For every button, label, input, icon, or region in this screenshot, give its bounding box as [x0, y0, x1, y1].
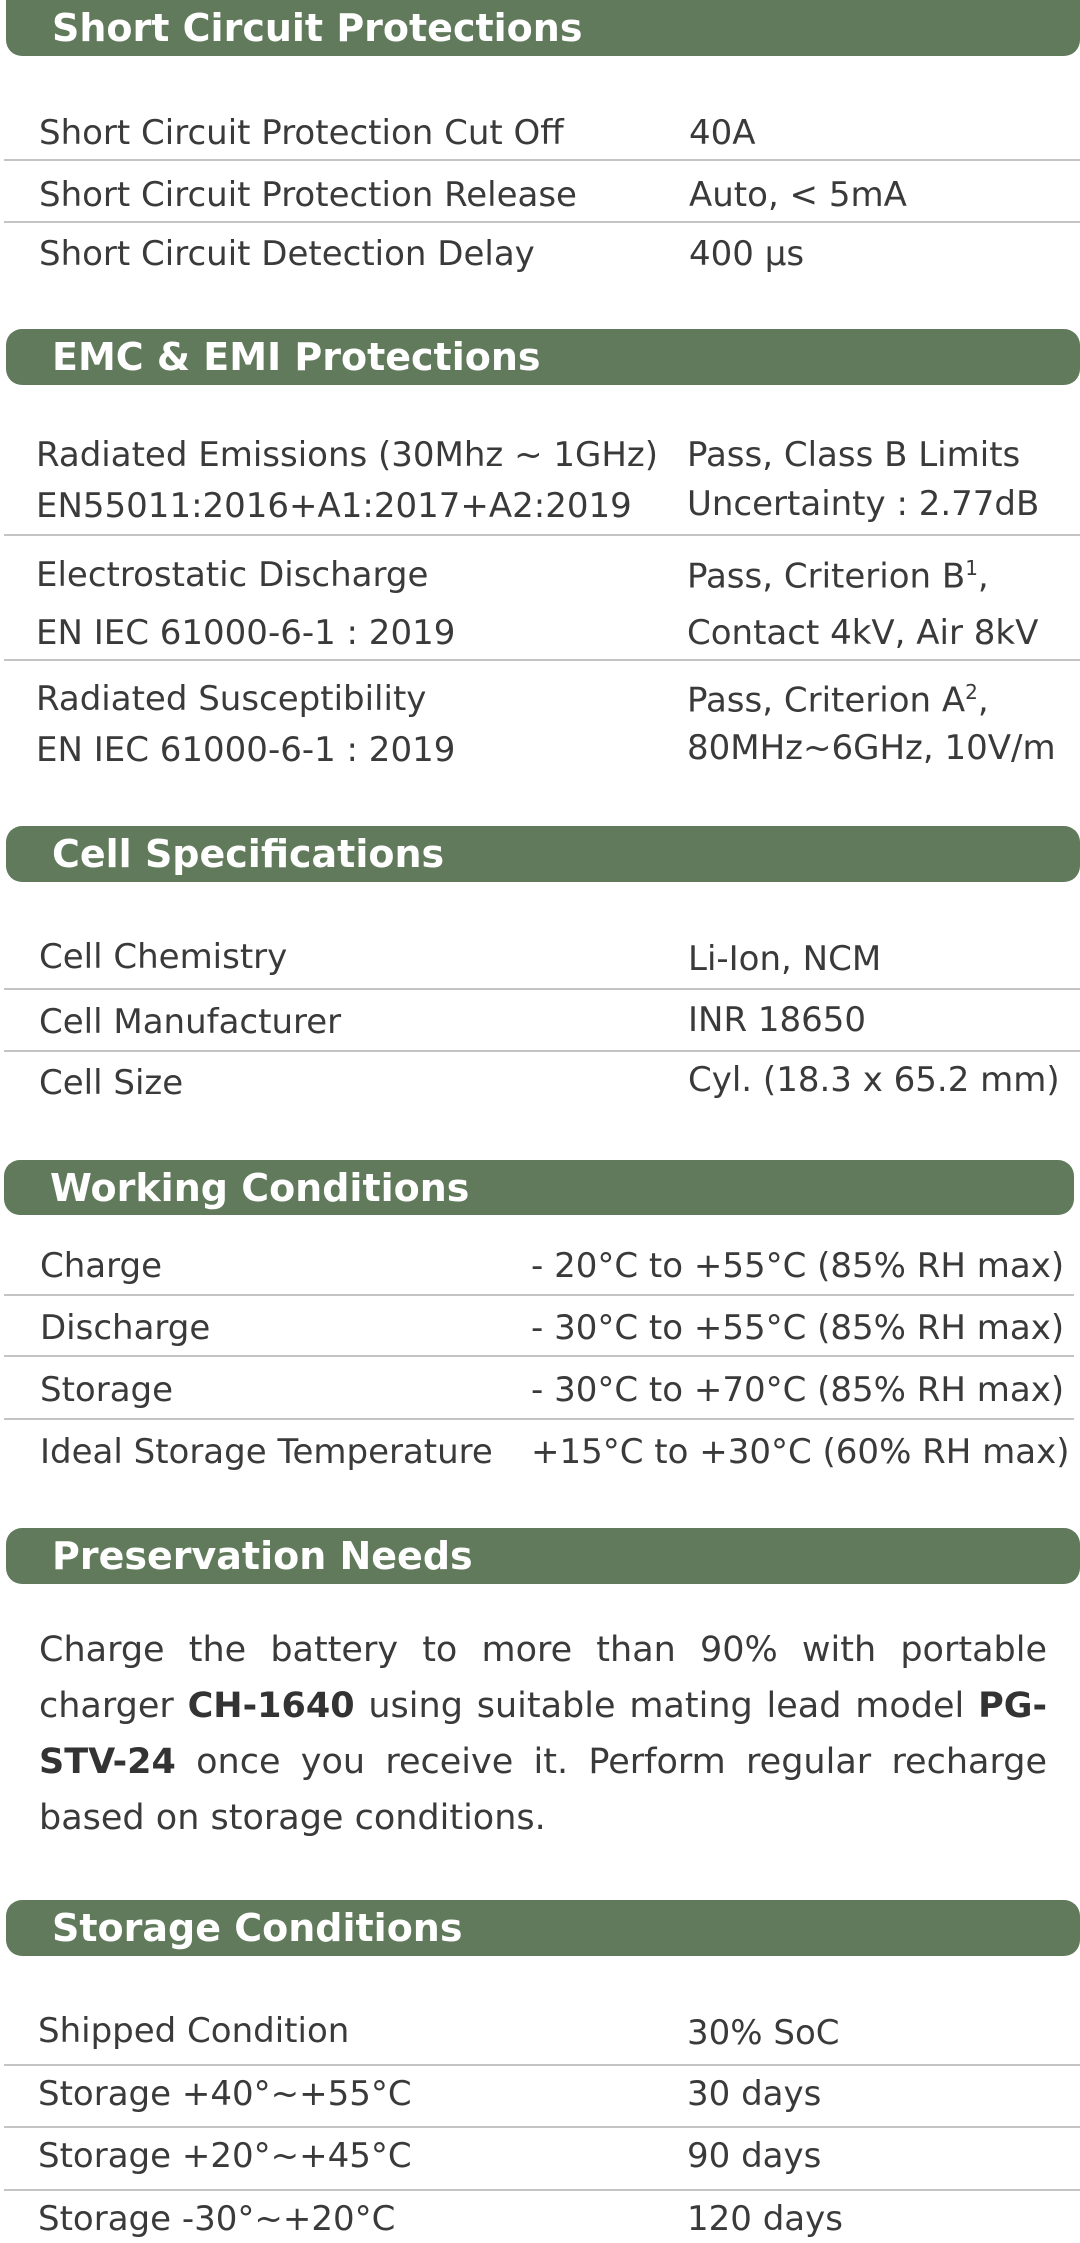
row-value: 30% SoC [687, 2013, 840, 2053]
row-label: Shipped Condition [38, 2011, 350, 2051]
row-label: Storage -30°~+20°C [38, 2199, 396, 2239]
row-value-detail: 80MHz~6GHz, 10V/m [687, 728, 1056, 768]
divider [4, 2064, 1080, 2066]
section-title: Cell Specifications [52, 832, 445, 876]
row-value-detail: Contact 4kV, Air 8kV [687, 613, 1039, 653]
row-label: Cell Chemistry [39, 937, 288, 977]
row-value [687, 680, 989, 721]
divider [4, 2189, 1080, 2191]
row-value: - 30°C to +70°C (85% RH max) [531, 1370, 1065, 1410]
row-label-standard: EN IEC 61000-6-1 : 2019 [36, 730, 456, 770]
row-label: Electrostatic Discharge [36, 555, 429, 595]
lead-model: PG-STV-24 [39, 1686, 1048, 1782]
row-value: INR 18650 [688, 1000, 867, 1040]
row-label: Short Circuit Protection Cut Off [39, 113, 564, 153]
preservation-paragraph [39, 1622, 1047, 1846]
row-value: +15°C to +30°C (60% RH max) [531, 1432, 1070, 1472]
row-label: Discharge [40, 1308, 211, 1348]
divider [4, 1050, 1080, 1052]
footnote-marker: 2 [965, 680, 978, 704]
divider [4, 1294, 1074, 1296]
row-label: Storage [40, 1370, 174, 1410]
paragraph-text: Charge the battery to more than 90% with portable charger [39, 1630, 1047, 1726]
divider [4, 159, 1080, 161]
section-title: Working Conditions [50, 1165, 470, 1210]
divider [4, 1355, 1074, 1357]
row-value: 40A [689, 113, 756, 153]
row-label: Cell Manufacturer [39, 1002, 342, 1042]
row-value: Cyl. (18.3 x 65.2 mm) [688, 1060, 1060, 1100]
section-title: Storage Conditions [52, 1906, 463, 1950]
value-text: Pass, Criterion A [687, 680, 966, 721]
row-label: Ideal Storage Temperature [40, 1432, 493, 1472]
paragraph-text: once you receive it. Perform regular recharge based on storage conditions. [39, 1742, 1047, 1838]
value-text: Pass, Criterion B [687, 556, 966, 597]
row-label: Charge [40, 1246, 163, 1286]
row-label: Storage +20°~+45°C [38, 2136, 412, 2176]
row-label: Short Circuit Detection Delay [39, 234, 535, 274]
divider [4, 659, 1080, 661]
row-value-detail: Uncertainty : 2.77dB [687, 484, 1040, 524]
row-value: 30 days [687, 2074, 822, 2114]
section-title: Preservation Needs [52, 1534, 473, 1578]
section-header-preservation [6, 1528, 1080, 1584]
section-header-cell [6, 826, 1080, 882]
paragraph-text: using suitable mating lead model [354, 1686, 979, 1726]
row-value: 90 days [687, 2136, 822, 2176]
row-label: Radiated Emissions (30Mhz ~ 1GHz) [36, 435, 659, 475]
row-value: 120 days [687, 2199, 843, 2239]
divider [4, 1418, 1074, 1420]
footnote-marker: 1 [965, 556, 978, 580]
divider [4, 534, 1080, 536]
value-tail: , [977, 556, 989, 597]
divider [4, 221, 1080, 223]
row-value: - 30°C to +55°C (85% RH max) [531, 1308, 1065, 1348]
row-value: Auto, < 5mA [689, 175, 907, 215]
section-title: Short Circuit Protections [52, 6, 583, 50]
charger-model: CH-1640 [187, 1686, 355, 1726]
row-value: Li-Ion, NCM [688, 939, 882, 979]
value-tail: , [977, 680, 989, 721]
row-value: Pass, Class B Limits [687, 435, 1021, 475]
row-label-standard: EN55011:2016+A1:2017+A2:2019 [36, 486, 632, 526]
divider [4, 988, 1080, 990]
row-label: Cell Size [39, 1063, 184, 1103]
row-value: - 20°C to +55°C (85% RH max) [531, 1246, 1065, 1286]
section-header-emc [6, 329, 1080, 385]
row-label: Radiated Susceptibility [36, 679, 427, 719]
divider [4, 2126, 1080, 2128]
row-value [687, 556, 989, 597]
row-value: 400 µs [689, 234, 805, 274]
section-title: EMC & EMI Protections [52, 335, 541, 379]
section-header-short-circuit [6, 0, 1080, 56]
section-header-working [4, 1160, 1074, 1215]
row-label-standard: EN IEC 61000-6-1 : 2019 [36, 613, 456, 653]
row-label: Short Circuit Protection Release [39, 175, 577, 215]
section-header-storage [6, 1900, 1080, 1956]
row-label: Storage +40°~+55°C [38, 2074, 412, 2114]
